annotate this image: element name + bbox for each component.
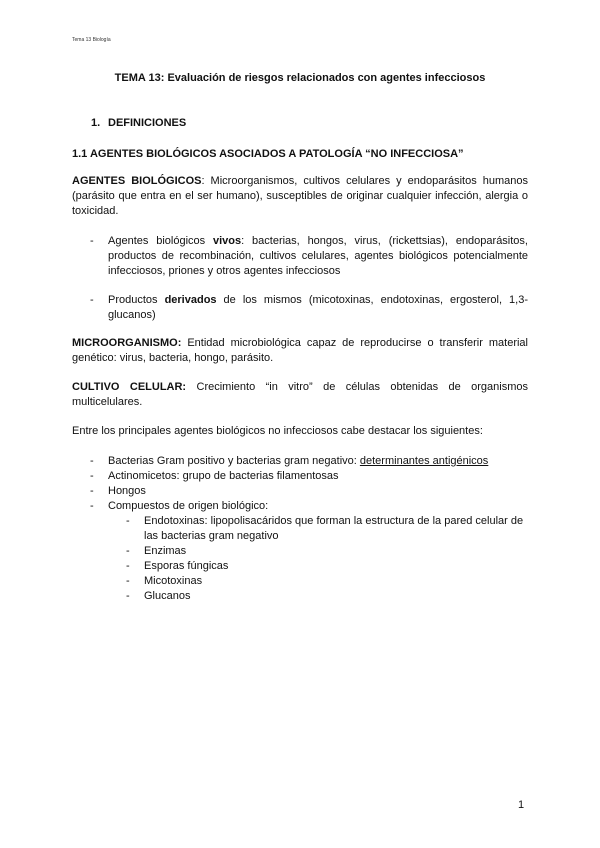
list-marker: - (126, 560, 130, 572)
sublist-item (126, 514, 528, 544)
section-number: 1. (91, 117, 101, 129)
sublist-item-text: Glucanos (144, 590, 191, 602)
list-item-text: Productos (108, 294, 165, 306)
section-heading (91, 117, 186, 129)
compuestos-sublist (108, 514, 528, 604)
running-header: Tema 13 Biología (72, 37, 111, 43)
sublist-item (126, 589, 528, 604)
list-marker: - (126, 515, 130, 527)
list-item (90, 234, 528, 279)
sublist-item-text: Enzimas (144, 545, 187, 557)
list-marker: - (90, 235, 94, 247)
cultivo-term: CULTIVO CELULAR: (72, 381, 187, 393)
microorganismo-term: MICROORGANISMO: (72, 337, 182, 349)
sublist-item-text: Endotoxinas: lipopolisacáridos que forman la estructura de la pared celular de las bacterias gram negativo (144, 515, 524, 542)
underlined-term: determinantes antigénicos (359, 455, 489, 467)
cultivo-definition (72, 380, 528, 410)
list-item (90, 499, 528, 604)
list-item-bold: vivos (212, 235, 242, 247)
sublist-item (126, 574, 528, 589)
microorganismo-definition (72, 336, 528, 366)
list-item (90, 469, 528, 484)
agentes-list (90, 234, 528, 279)
list-marker: - (90, 294, 94, 306)
list-item-text: : bacterias, hongos, virus, (rickettsias), endoparásitos, productos de recombinación, cultivos celulares, agentes biológicos potencialmente infecciosos, priones y otros agentes infecciosos (108, 235, 528, 277)
list-marker: - (126, 545, 130, 557)
section-label: DEFINICIONES (108, 117, 187, 129)
list-item-text: de los mismos (micotoxinas, endotoxinas, ergosterol, 1,3-glucanos) (108, 294, 528, 321)
list-item-text: Compuestos de origen biológico: (108, 500, 269, 512)
list-item-text: Hongos (108, 485, 146, 497)
list-item (90, 293, 528, 323)
agentes-term: AGENTES BIOLÓGICOS (72, 175, 202, 187)
list-marker: - (90, 470, 94, 482)
document-title: TEMA 13: Evaluación de riesgos relacionados con agentes infecciosos (114, 72, 486, 84)
derivados-list (90, 293, 528, 323)
list-item-text: Actinomicetos: grupo de bacterias filamentosas (108, 470, 339, 482)
sublist-item (126, 544, 528, 559)
list-item-text: Agentes biológicos (108, 235, 213, 247)
subsection-heading: 1.1 AGENTES BIOLÓGICOS ASOCIADOS A PATOLOGÍA “NO INFECCIOSA” (72, 148, 464, 160)
principales-list (90, 454, 528, 604)
list-item (90, 484, 528, 499)
intro-text: Entre los principales agentes biológicos no infecciosos cabe destacar los siguientes: (72, 425, 483, 437)
list-marker: - (90, 485, 94, 497)
list-marker: - (126, 575, 130, 587)
page-number: 1 (518, 799, 525, 811)
sublist-item (126, 559, 528, 574)
list-marker: - (90, 455, 94, 467)
agentes-text: : Microorganismos, cultivos celulares y endoparásitos humanos (parásito que entra en el ser humano), susceptibles de originar cualquier infección, alergia o toxicidad. (72, 175, 528, 217)
list-marker: - (126, 590, 130, 602)
microorganismo-text: Entidad microbiológica capaz de reproducirse o transferir material genético: virus, bacteria, hongo, parásito. (72, 337, 528, 364)
agentes-definition (72, 174, 528, 219)
sublist-item-text: Esporas fúngicas (144, 560, 229, 572)
cultivo-text: Crecimiento “in vitro” de células obtenidas de organismos multicelulares. (72, 381, 529, 408)
list-item-bold: derivados (164, 294, 217, 306)
list-item-text: Bacterias Gram positivo y bacterias gram negativo: (108, 455, 360, 467)
sublist-item-text: Micotoxinas (144, 575, 203, 587)
list-item (90, 454, 528, 469)
list-marker: - (90, 500, 94, 512)
